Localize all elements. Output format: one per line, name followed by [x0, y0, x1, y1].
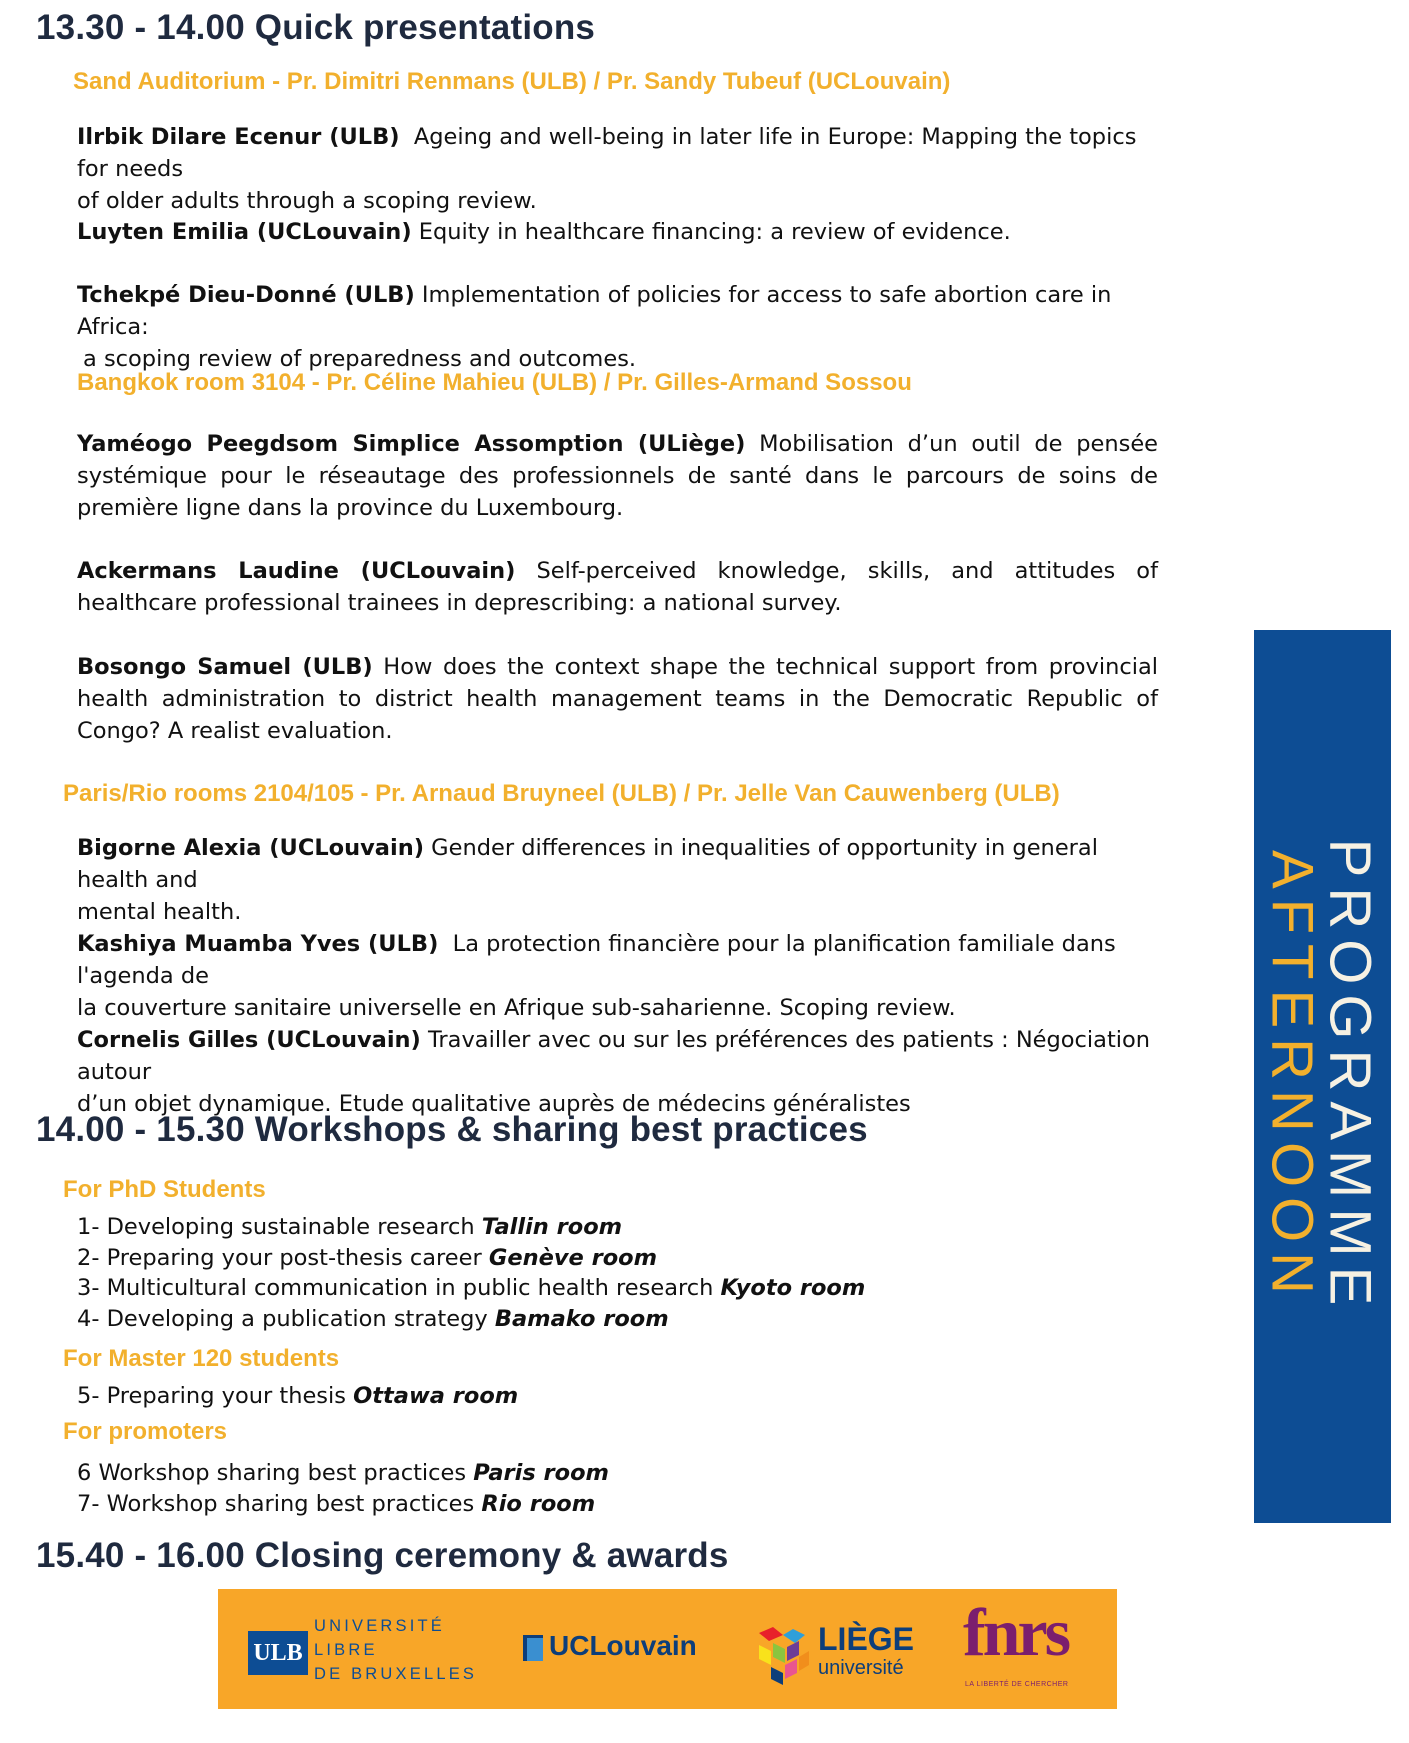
workshop-room: Kyoto room: [720, 1275, 866, 1301]
talk-item: [77, 428, 1158, 524]
workshop-room: Tallin room: [481, 1214, 623, 1240]
workshop-item: 5- Preparing your thesis Ottawa room: [77, 1383, 519, 1409]
section-title-closing: 15.40 - 16.00 Closing ceremony & awards: [36, 1536, 729, 1575]
talk-text-cont: of older adults through a scoping review.: [77, 188, 537, 214]
talk-speaker: Ackermans Laudine (UCLouvain): [77, 558, 516, 584]
talk-text-cont: la couverture sanitaire universelle en Afrique sub-saharienne. Scoping review.: [77, 995, 956, 1021]
talk-item: [77, 651, 1158, 747]
talk-text-cont: a scoping review of preparedness and outcomes.: [83, 346, 637, 372]
workshop-item: 1- Developing sustainable research Tallin room: [77, 1214, 623, 1240]
liege-cube-icon: [753, 1619, 815, 1689]
section-title-quick-presentations: 13.30 - 14.00 Quick presentations: [36, 8, 596, 47]
talk-text: Travailler avec ou sur les préférences des patients : Négociation autour: [77, 1027, 1151, 1085]
workshop-room: Genève room: [488, 1244, 658, 1271]
workshop-list-promoters: [77, 1458, 609, 1519]
talk-item: [77, 928, 1158, 1024]
talk-text: Implementation of policies for access to safe abortion care in Africa:: [77, 282, 1112, 340]
talk-text-cont: d’un objet dynamique. Etude qualitative auprès de médecins généralistes: [77, 1091, 911, 1117]
workshop-list-master: [77, 1381, 518, 1412]
ulb-logo-text: UNIVERSITÉ LIBRE DE BRUXELLES: [314, 1617, 478, 1683]
workshop-room: Ottawa room: [353, 1383, 519, 1409]
uclouvain-logo-text: UCLouvain: [549, 1630, 697, 1661]
talk-speaker: Cornelis Gilles (UCLouvain): [77, 1027, 421, 1053]
programme-afternoon-banner: [1254, 630, 1391, 1523]
group-title-master: For Master 120 students: [63, 1345, 340, 1372]
talk-speaker: Yaméogo Peegdsom Simplice Assomption (ULiège): [77, 431, 746, 457]
fnrs-logo-tagline: LA LIBERTÉ DE CHERCHER: [965, 1681, 1069, 1688]
group-title-phd: For PhD Students: [63, 1176, 266, 1203]
talk-text-cont: mental health.: [77, 899, 242, 925]
workshop-item: 4- Developing a publication strategy Bamako room: [77, 1305, 669, 1332]
fnrs-logo-wordmark: fnrs: [963, 1594, 1069, 1670]
room-title-paris-rio: Paris/Rio rooms 2104/105 - Pr. Arnaud Bruyneel (ULB) / Pr. Jelle Van Cauwenberg (ULB): [63, 780, 1060, 807]
room-title-bangkok: Bangkok room 3104 - Pr. Céline Mahieu (ULB) / Pr. Gilles-Armand Sossou: [77, 369, 912, 396]
workshop-item: 2- Preparing your post-thesis career Genève room: [77, 1244, 658, 1271]
talk-item: [77, 832, 1158, 928]
talk-item: [77, 216, 1158, 248]
uclouvain-logo-mark: [523, 1635, 543, 1661]
talk-text: Ageing and well-being in later life in Europe: Mapping the topics for needs: [77, 124, 1137, 182]
talk-speaker: Kashiya Muamba Yves (ULB): [77, 931, 439, 957]
ulb-logo-mark: ULB: [248, 1631, 308, 1675]
workshop-room: Bamako room: [494, 1305, 669, 1332]
workshop-list-phd: [77, 1212, 865, 1334]
talk-speaker: Tchekpé Dieu-Donné (ULB): [77, 282, 415, 308]
liege-universite-logo: [753, 1619, 913, 1689]
talk-item: [77, 279, 1158, 375]
talk-item: [77, 555, 1158, 619]
talk-speaker: Bosongo Samuel (ULB): [77, 654, 373, 680]
talk-speaker: Ilrbik Dilare Ecenur (ULB): [77, 124, 400, 150]
workshop-item: 7- Workshop sharing best practices Rio room: [77, 1490, 596, 1517]
talk-text: Mobilisation d’un outil de pensée systémique pour le réseautage des professionnels de santé dans le parcours de soins de première ligne dans la province du Luxembourg.: [77, 431, 1159, 521]
fnrs-logo: [963, 1594, 1083, 1697]
talk-text: How does the context shape the technical support from provincial health administration to district health management teams in the Democratic Republic of Congo? A realist evaluation.: [77, 654, 1159, 744]
talk-speaker: Bigorne Alexia (UCLouvain): [77, 835, 425, 861]
workshop-item: 6 Workshop sharing best practices Paris room: [77, 1460, 610, 1486]
liege-logo-subtitle: université: [818, 1657, 904, 1679]
banner-line-programme: PROGRAMME: [1317, 838, 1382, 1315]
room-title-sand: Sand Auditorium - Pr. Dimitri Renmans (ULB) / Pr. Sandy Tubeuf (UCLouvain): [73, 68, 951, 95]
talk-text: Gender differences in inequalities of opportunity in general health and: [77, 835, 1098, 893]
talk-speaker: Luyten Emilia (UCLouvain): [77, 219, 412, 245]
workshop-room: Paris room: [473, 1460, 610, 1486]
talk-text: Equity in healthcare financing: a review of evidence.: [418, 219, 1011, 245]
group-title-promoters: For promoters: [63, 1418, 228, 1445]
talk-item: [77, 1024, 1158, 1120]
banner-line-afternoon: AFTERNOON: [1259, 849, 1324, 1304]
talk-text: La protection financière pour la planification familiale dans l'agenda de: [77, 931, 1116, 989]
workshop-item: 3- Multicultural communication in public health research Kyoto room: [77, 1275, 866, 1301]
workshop-room: Rio room: [481, 1490, 596, 1517]
liege-logo-title: LIÈGE: [818, 1621, 915, 1657]
talk-item: [77, 121, 1158, 217]
partner-logos-bar: [218, 1589, 1117, 1709]
talk-text: Self-perceived knowledge, skills, and attitudes of healthcare professional trainees in deprescribing: a national survey.: [77, 558, 1158, 616]
section-title-workshops: 14.00 - 15.30 Workshops & sharing best practices: [36, 1110, 868, 1149]
